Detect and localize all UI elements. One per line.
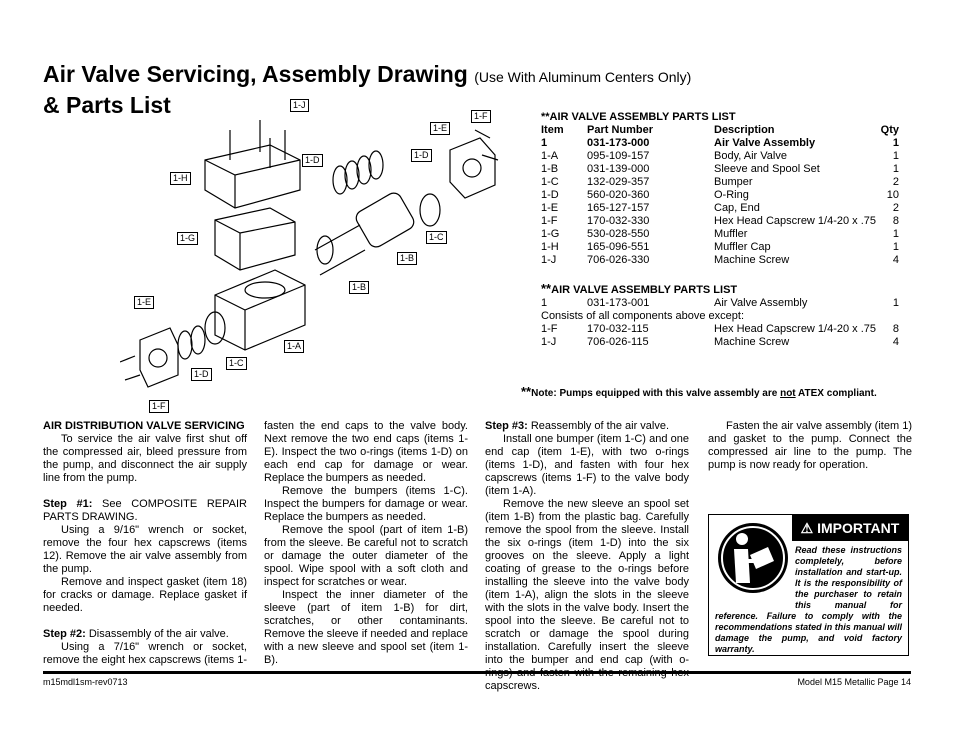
table-cell: 165-096-551	[587, 241, 650, 253]
table-cell: Sleeve and Spool Set	[714, 163, 820, 175]
table-cell: 8	[892, 215, 899, 227]
table-cell: Muffler Cap	[714, 241, 771, 253]
table-cell: 706-026-330	[587, 254, 650, 266]
table-cell: 1-H	[541, 241, 559, 253]
page-title: Air Valve Servicing, Assembly Drawing (Use With Aluminum Centers Only) & Parts List	[43, 61, 692, 118]
table-cell: 1-J	[541, 336, 557, 348]
muffler	[215, 208, 295, 270]
callout-label: 1-J	[290, 99, 309, 112]
table-cell: 095-109-157	[587, 150, 650, 162]
table-cell: Bumper	[714, 176, 753, 188]
table-cell: 1-F	[541, 215, 558, 227]
callout-label: 1-A	[284, 340, 304, 353]
table-cell: 706-026-115	[587, 336, 649, 348]
table-cell: 10	[886, 189, 899, 201]
table-row	[541, 189, 899, 202]
parts-list-alternate: **AIR VALVE ASSEMBLY PARTS LIST 1 031-173-001 Air Valve Assembly 1 Consists of all components above except: 1-F 170-032-115 Hex Head Capscrew 1/4-20 x .75 8 1-J 706-026-115 Machine Screw 4	[541, 281, 899, 348]
o-rings	[178, 151, 383, 359]
important-heading: ⚠ IMPORTANT	[792, 515, 908, 541]
atex-note: **Note: Pumps equipped with this valve assembly are not ATEX compliant.	[521, 384, 877, 399]
table-row	[541, 323, 899, 336]
muffler-cap	[205, 145, 300, 208]
table-cell: 170-032-115	[587, 323, 649, 335]
table-cell: 1	[892, 163, 899, 175]
table-cell: O-Ring	[714, 189, 749, 201]
text-column-3: Step #3: Reassembly of the air valve. Install one bumper (item 1-C) and one end cap (item 1-E), with two o-rings (items 1-D), and fasten with four hex capscrews (items 1-F) to the valve body (item 1-A). Remove the new sleeve an spool set (item 1-B) from the plastic bag. Carefully remove the spool from the sleeve. Install the six o-rings (item 1-D) into the six grooves on the sleeve. Apply a light coating of grease to the o-rings before installing the sleeve into the valve body (item 1-A), align the slots in the sleeve with the slots in the valve body. Insert the spool into the sleeve. Be careful not to scratch or damage the spool during installation. Carefully insert the sleeve into the bumper and end cap (with o- capscrews.	[485, 420, 689, 692]
table-cell: 2	[892, 202, 899, 214]
important-notice: ⚠ IMPORTANT Read these instructions completely, before installation and start-up. It is the responsibility of the purchaser to retain this manual for reference. Failure to comply with the recommendations stated in this manual will damage the pump, and void factory warranty.	[708, 514, 909, 656]
table-row	[541, 228, 899, 241]
table-cell: 4	[892, 254, 899, 266]
table-cell: 1	[892, 228, 899, 240]
assembly-drawing	[120, 100, 520, 420]
table-row: 1 031-173-001 Air Valve Assembly 1	[541, 297, 899, 309]
callout-label: 1-F	[149, 400, 169, 413]
table-header: Item Part Number Description Qty	[541, 124, 899, 136]
callout-label: 1-E	[134, 296, 154, 309]
table-cell: 1-D	[541, 189, 559, 201]
table-cell: 530-028-550	[587, 228, 650, 240]
callout-label: 1-E	[430, 122, 450, 135]
table-cell: Air Valve Assembly	[714, 137, 816, 149]
text-column-2: fasten the end caps to the valve body. Next remove the two end caps (items 1-E). Inspect the two o-rings (items 1-D) on each end cap for damage or wear. Replace the bumpers as needed. Remove the bumpers (items 1-C). Inspect the bumpers for damage or wear. Replace the bumpers as needed. Remove the spool (part of item 1-B) from the sleeve. Be careful not to scratch or damage the outer diameter of the spool. Wipe spool with a soft cloth and inspect for scratches or wear. Inspect the inner diameter of the sleeve (part of item 1-B) for dirt, scratches, or other contaminants. Remove the sleeve if needed and replace with a new sleeve and spool set (item 1-B).	[264, 420, 468, 666]
table-row	[541, 254, 899, 267]
table-cell: 1-J	[541, 254, 557, 266]
callout-label: 1-C	[226, 357, 247, 370]
table-cell: 1-G	[541, 228, 560, 240]
table-cell: Muffler	[714, 228, 748, 240]
callout-label: 1-B	[397, 252, 417, 265]
table-cell: 2	[892, 176, 899, 188]
footer-rule	[43, 671, 911, 674]
table-cell: Body, Air Valve	[714, 150, 787, 162]
table-cell: 1	[892, 137, 899, 149]
table-cell: 031-173-000	[587, 137, 650, 149]
table-cell: 1-A	[541, 150, 559, 162]
text-column-4: Fasten the air valve assembly (item 1) and gasket to the pump. Connect the compressed air line to the pump. The pump is now ready for operation.	[708, 420, 912, 471]
callout-label: 1-G	[177, 232, 198, 245]
table-row	[541, 163, 899, 176]
table-cell: 170-032-330	[587, 215, 650, 227]
table-cell: Machine Screw	[714, 254, 790, 266]
table-cell: 1-C	[541, 176, 559, 188]
callout-label: 1-D	[302, 154, 323, 167]
footer-page: Model M15 Metallic Page 14	[797, 677, 911, 687]
text-column-1: AIR DISTRIBUTION VALVE SERVICING To service the air valve first shut off the compressed air, bleed pressure from the pump, and disconnect the air supply line from the pump. Step #1: See COMPOSITE REPAIR PARTS DRAWING. Using a 9/16" wrench or socket, remove the four hex capscrews (items 12). Remove the air valve assembly from the pump. Remove and inspect gasket (item 18) for cracks or damage. Replace gasket if needed. Step #2: Disassembly of the air valve. Using a 7/16" wrench or socket, remove the eight hex capscrews (items 1-	[43, 420, 247, 666]
table-row	[541, 241, 899, 254]
callout-label: 1-C	[426, 231, 447, 244]
table-cell: 1	[541, 137, 548, 149]
callout-label: 1-H	[170, 172, 191, 185]
table-cell: 1	[892, 150, 899, 162]
callout-label: 1-D	[191, 368, 212, 381]
table-cell: 1-B	[541, 163, 559, 175]
table-row	[541, 137, 899, 150]
table-row	[541, 176, 899, 189]
callout-label: 1-B	[349, 281, 369, 294]
table-row	[541, 215, 899, 228]
table-cell: 1-F	[541, 323, 558, 335]
table-cell: 560-020-360	[587, 189, 650, 201]
table-cell: 031-139-000	[587, 163, 650, 175]
parts-list-primary: **AIR VALVE ASSEMBLY PARTS LIST Item Part Number Description Qty 1 031-173-000 Air Valve Assembly 1 1-A 095-109-157 Body, Air Valve 1 1-B 031-139-000 Sleeve and Spool Set 1 1-C 132-029-357 Bumper 2 1-D 560-020-360 O-Ring 10 1-E 165-127-157 Cap, End 2 1-F 170-032-330 Hex Head Capscrew 1/4-20 x .75 8 1-G 530-028-550 Muffler 1 1-H 165-096-551 Muffler Cap 1 1-J 706-026-330 Machine Screw 4	[541, 111, 899, 266]
table-cell: Cap, End	[714, 202, 760, 214]
table-cell: 4	[892, 336, 899, 348]
table-cell: Hex Head Capscrew 1/4-20 x .75	[714, 215, 877, 227]
table-cell: 165-127-157	[587, 202, 650, 214]
table-cell: Hex Head Capscrew 1/4-20 x .75	[714, 323, 877, 335]
table-cell: 1	[892, 241, 899, 253]
table-cell: 132-029-357	[587, 176, 650, 188]
footer-revision: m15mdl1sm-rev0713	[43, 677, 128, 687]
table-cell: 1-E	[541, 202, 559, 214]
table-row	[541, 336, 899, 349]
callout-label: 1-F	[471, 110, 491, 123]
table-row	[541, 202, 899, 215]
table-cell: Machine Screw	[714, 336, 790, 348]
callout-label: 1-D	[411, 149, 432, 162]
valve-body	[215, 270, 305, 350]
table-row	[541, 150, 899, 163]
machine-screws	[230, 120, 285, 168]
table-cell: 8	[892, 323, 899, 335]
